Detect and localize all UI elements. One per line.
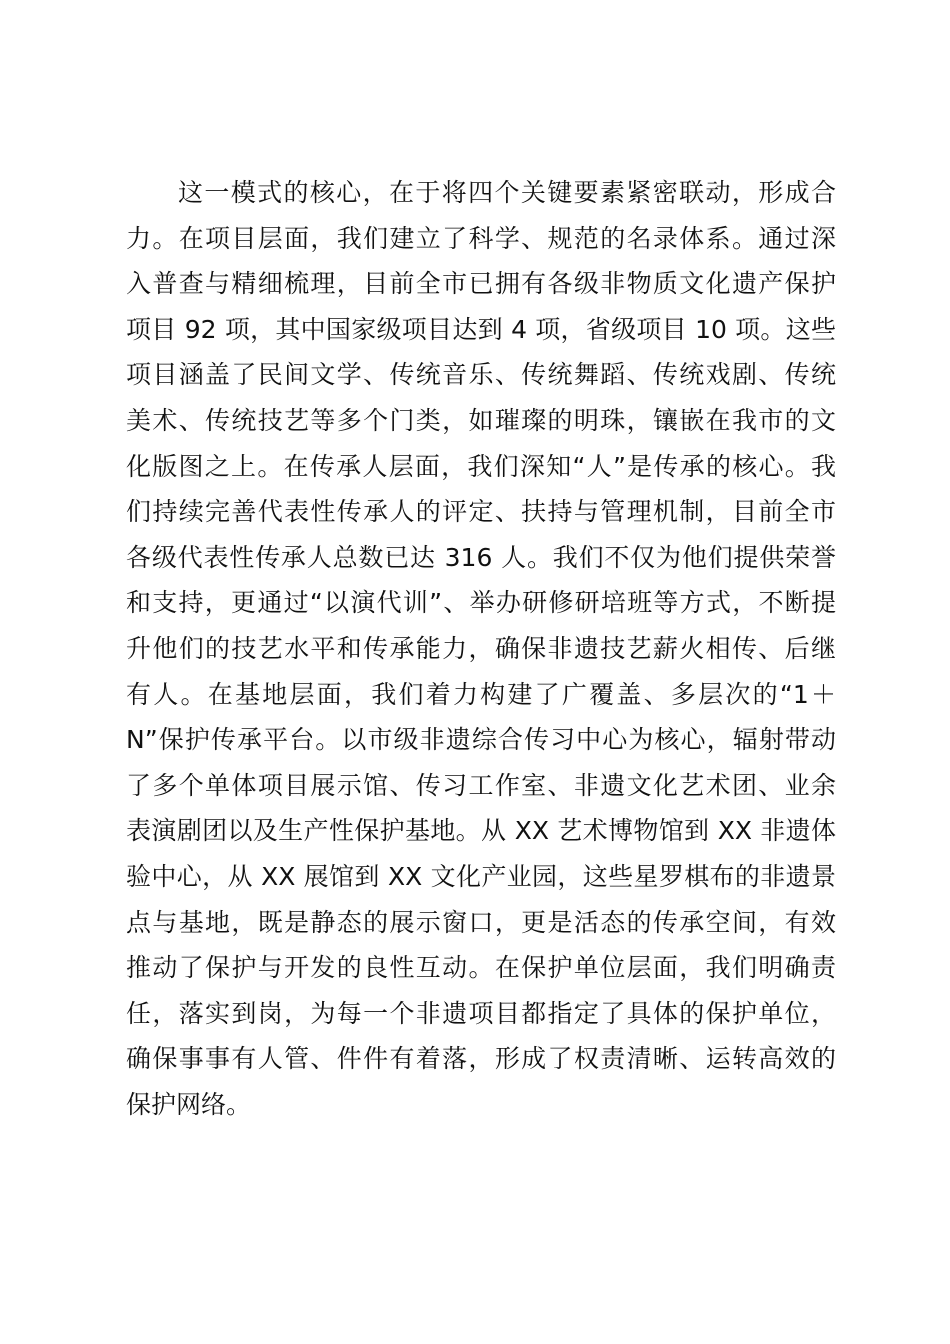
paragraph-line: 验中心，从 XX 展馆到 XX 文化产业园，这些星罗棋布的非遗景 <box>126 861 836 891</box>
paragraph-line: 有人。在基地层面，我们着力构建了广覆盖、多层次的“1＋ <box>126 679 836 709</box>
paragraph-line: 化版图之上。在传承人层面，我们深知“人”是传承的核心。我 <box>126 451 836 481</box>
paragraph-line: 表演剧团以及生产性保护基地。从 XX 艺术博物馆到 XX 非遗体 <box>126 816 836 846</box>
paragraph-line: 力。在项目层面，我们建立了科学、规范的名录体系。通过深 <box>126 223 836 253</box>
paragraph-line: 保护网络。 <box>126 1089 252 1119</box>
paragraph-line: 美术、传统技艺等多个门类，如璀璨的明珠，镶嵌在我市的文 <box>126 405 836 435</box>
paragraph-line: 确保事事有人管、件件有着落，形成了权责清晰、运转高效的 <box>126 1044 836 1074</box>
paragraph-line: 入普查与精细梳理，目前全市已拥有各级非物质文化遗产保护 <box>126 269 836 299</box>
paragraph-line: 升他们的技艺水平和传承能力，确保非遗技艺薪火相传、后继 <box>126 633 836 663</box>
paragraph-line: 点与基地，既是静态的展示窗口，更是活态的传承空间，有效 <box>126 907 836 937</box>
paragraph-line: 们持续完善代表性传承人的评定、扶持与管理机制，目前全市 <box>126 497 836 527</box>
paragraph-line: 项目 92 项，其中国家级项目达到 4 项，省级项目 10 项。这些 <box>126 314 836 344</box>
paragraph-line: 推动了保护与开发的良性互动。在保护单位层面，我们明确责 <box>126 953 836 983</box>
paragraph-line: 各级代表性传承人总数已达 316 人。我们不仅为他们提供荣誉 <box>126 542 836 572</box>
paragraph-line: 这一模式的核心，在于将四个关键要素紧密联动，形成合 <box>178 178 836 207</box>
paragraph-line: 项目涵盖了民间文学、传统音乐、传统舞蹈、传统戏剧、传统 <box>126 360 836 390</box>
paragraph-line: 了多个单体项目展示馆、传习工作室、非遗文化艺术团、业余 <box>126 770 836 800</box>
paragraph-line: 任，落实到岗，为每一个非遗项目都指定了具体的保护单位， <box>126 998 836 1028</box>
paragraph-line: N”保护传承平台。以市级非遗综合传习中心为核心，辐射带动 <box>126 725 836 755</box>
paragraph-line: 和支持，更通过“以演代训”、举办研修研培班等方式，不断提 <box>126 588 836 618</box>
body-paragraph <box>126 170 836 1127</box>
